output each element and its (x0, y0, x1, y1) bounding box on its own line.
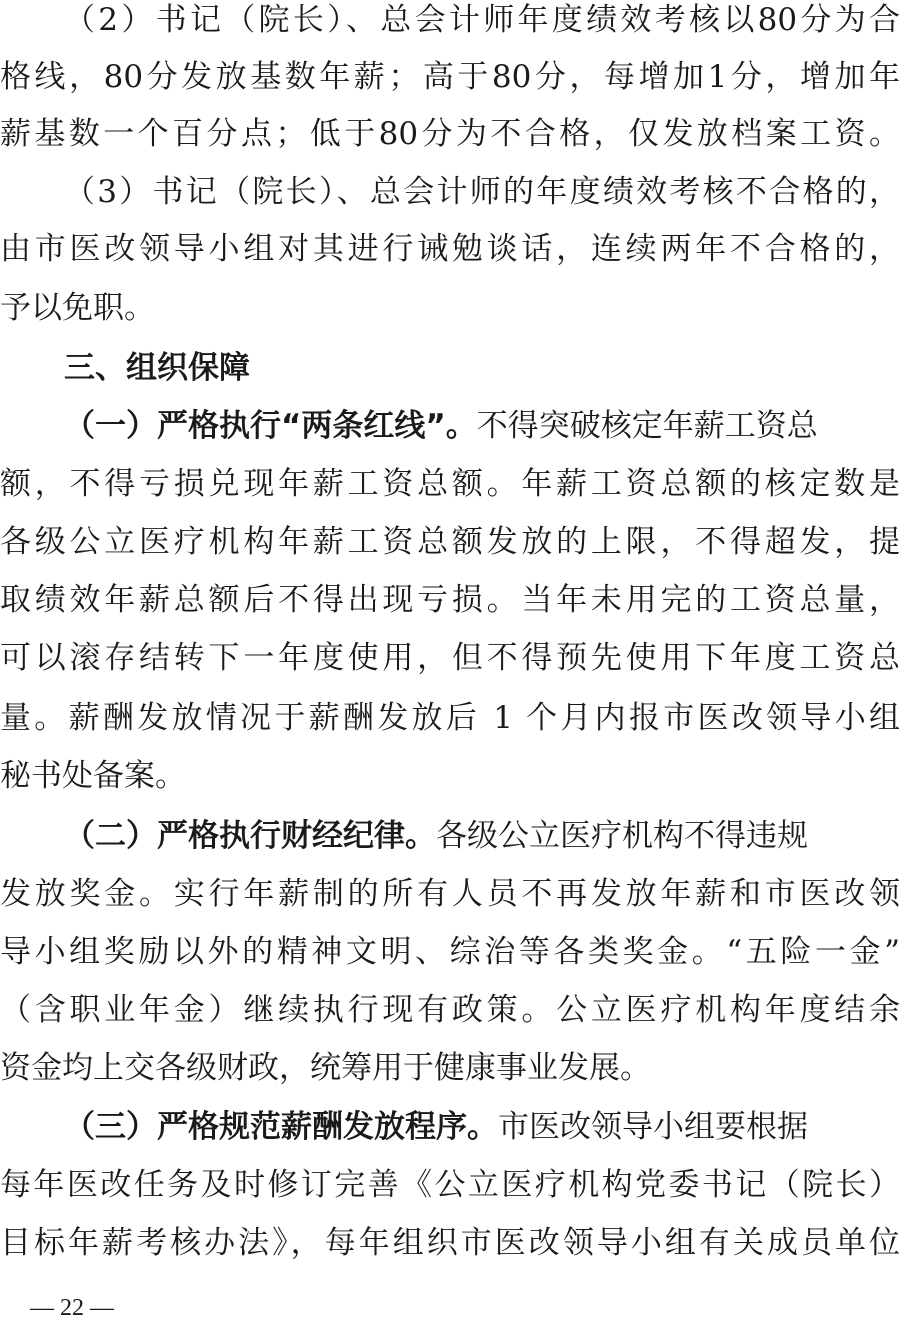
paragraph-line: 额，不得亏损兑现年薪工资总额。年薪工资总额的核定数是 (0, 466, 900, 502)
paragraph-first-line (0, 396, 900, 456)
page-number: — 22 — (30, 1295, 114, 1321)
paragraph-first-line (0, 1097, 900, 1157)
paragraph-text: 不得突破核定年薪工资总 (476, 408, 818, 444)
paragraph-line: 发放奖金。实行年薪制的所有人员不再发放年薪和市医改领 (0, 876, 900, 912)
paragraph-line: （含职业年金）继续执行现有政策。公立医疗机构年度结余 (0, 992, 900, 1028)
subsection-heading: （二）严格执行财经纪律。 (64, 818, 436, 854)
paragraph-line: 秘书处备案。 (0, 758, 186, 794)
paragraph-first-line (0, 806, 900, 866)
paragraph-line: 可以滚存结转下一年度使用，但不得预先使用下年度工资总 (0, 640, 900, 676)
paragraph-line: 薪基数一个百分点；低于80分为不合格，仅发放档案工资。 (0, 116, 900, 152)
paragraph-line: 由市医改领导小组对其进行诫勉谈话，连续两年不合格的， (0, 231, 900, 267)
paragraph-line: 各级公立医疗机构年薪工资总额发放的上限，不得超发，提 (0, 524, 900, 560)
paragraph-text: 各级公立医疗机构不得违规 (436, 818, 808, 854)
paragraph-line: 目标年薪考核办法》，每年组织市医改领导小组有关成员单位 (0, 1225, 900, 1261)
paragraph-line: 量。薪酬发放情况于薪酬发放后 1 个月内报市医改领导小组 (0, 700, 900, 736)
section-heading: 三、组织保障 (64, 350, 250, 386)
paragraph-line: （3）书记（院长）、总会计师的年度绩效考核不合格的， (64, 174, 900, 210)
paragraph-text: 市医改领导小组要根据 (498, 1109, 808, 1145)
subsection-heading: （三）严格规范薪酬发放程序。 (64, 1109, 498, 1145)
subsection-heading: （一）严格执行“两条红线”。 (64, 408, 477, 444)
paragraph-line: 导小组奖励以外的精神文明、综治等各类奖金。“五险一金” (0, 934, 900, 970)
paragraph-line: 予以免职。 (0, 290, 155, 326)
paragraph-line: 取绩效年薪总额后不得出现亏损。当年未用完的工资总量， (0, 582, 900, 618)
paragraph-line: 格线，80分发放基数年薪；高于80分，每增加1分，增加年 (0, 59, 900, 95)
paragraph-line: 每年医改任务及时修订完善《公立医疗机构党委书记（院长） (0, 1167, 900, 1203)
paragraph-line: （2）书记（院长）、总会计师年度绩效考核以80分为合 (64, 2, 900, 38)
paragraph-line: 资金均上交各级财政，统筹用于健康事业发展。 (0, 1050, 651, 1086)
